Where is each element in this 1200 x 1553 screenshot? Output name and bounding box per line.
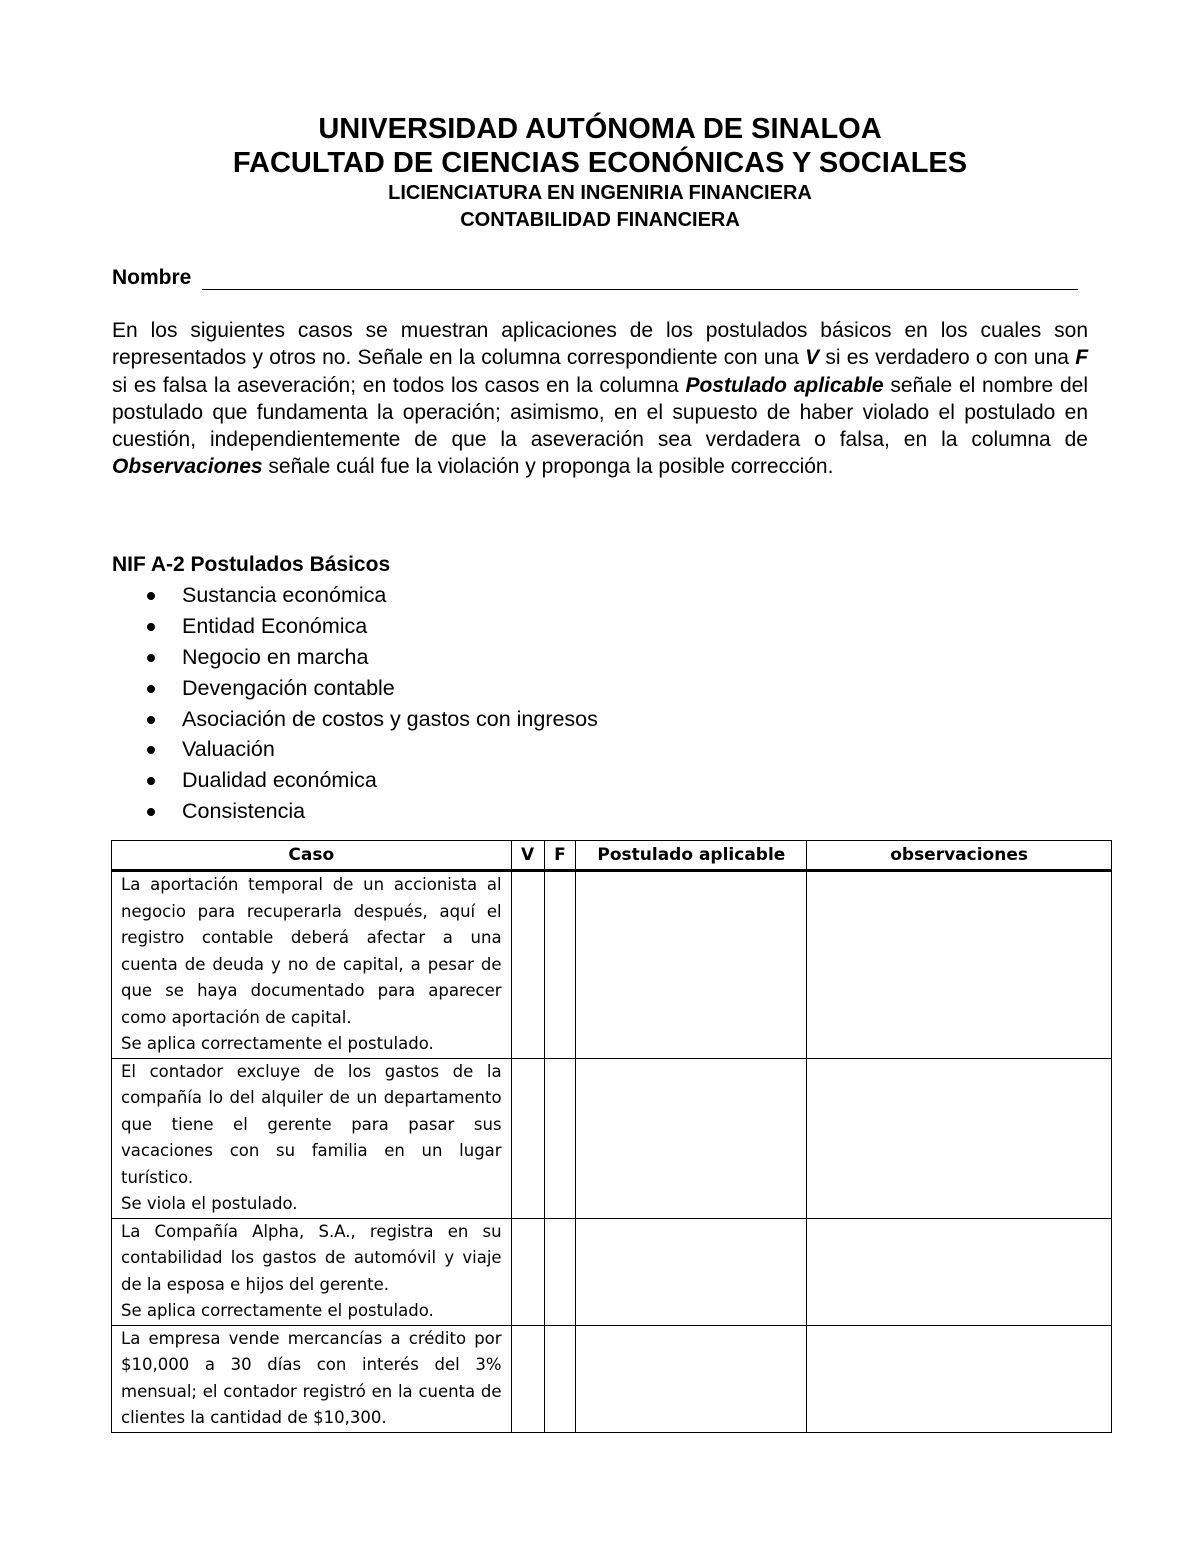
observaciones-cell[interactable] <box>807 1058 1112 1218</box>
list-item-label: Dualidad económica <box>182 768 377 793</box>
list-item-label: Negocio en marcha <box>182 644 369 669</box>
list-item-label: Valuación <box>182 737 275 762</box>
bullet-icon <box>147 623 155 631</box>
header-postulado: Postulado aplicable <box>576 841 807 871</box>
observaciones-cell[interactable] <box>807 1218 1112 1325</box>
cases-table <box>111 840 1112 1433</box>
v-cell[interactable] <box>511 1325 544 1432</box>
nif-section-title: NIF A-2 Postulados Básicos <box>112 553 391 576</box>
case-cell <box>112 1218 512 1325</box>
list-item-label: Consistencia <box>182 799 306 824</box>
case-text: El contador excluye de los gastos de la compañía lo del alquiler de un departamento que tiene el gerente para pasar sus vacaciones con su familia en un lugar turístico. <box>121 1061 502 1187</box>
f-cell[interactable] <box>544 871 576 1059</box>
postulado-cell[interactable] <box>576 1218 807 1325</box>
bullet-icon <box>147 592 155 600</box>
table-row <box>112 1218 1112 1325</box>
name-field[interactable] <box>112 264 1078 294</box>
bullet-icon <box>147 746 155 754</box>
header-f: F <box>544 841 576 871</box>
instructions-postulado: Postulado aplicable <box>685 373 884 397</box>
bullet-icon <box>147 654 155 662</box>
instructions-text-5: señale cuál fue la violación y proponga la posible corrección. <box>262 455 834 479</box>
f-cell[interactable] <box>544 1325 576 1432</box>
instructions-f: F <box>1075 346 1089 370</box>
list-item <box>112 642 598 673</box>
list-item <box>112 765 598 796</box>
case-text: La aportación temporal de un accionista al negocio para recuperarla después, aquí el registro contable deberá afectar a una cuenta de deuda y no de capital, a pesar de que se haya documentado para aparecer como aportación de capital. <box>121 875 502 1027</box>
instructions-text-2: si es verdadero o con una <box>819 346 1076 370</box>
case-text: La Compañía Alpha, S.A., registra en su contabilidad los gastos de automóvil y viaje de la esposa e hijos del gerente. <box>121 1221 502 1294</box>
instructions-observaciones: Observaciones <box>112 455 263 479</box>
table-row <box>112 1325 1112 1432</box>
v-cell[interactable] <box>511 1218 544 1325</box>
observaciones-cell[interactable] <box>807 1325 1112 1432</box>
degree-title: LICIENCIATURA EN INGENIRIA FINANCIERA <box>388 182 812 204</box>
table-header-row <box>112 841 1112 871</box>
postulados-list <box>112 580 598 827</box>
v-cell[interactable] <box>511 871 544 1059</box>
university-title: UNIVERSIDAD AUTÓNOMA DE SINALOA <box>318 113 882 145</box>
header-v: V <box>511 841 544 871</box>
instructions-text-4: señale el nombre del postulado que fundamenta la operación; asimismo, en el supuesto de haber violado el postulado en cuestión, independientemente de que la aseveración sea verdadera o falsa, en la columna de <box>112 373 1088 452</box>
course-title: CONTABILIDAD FINANCIERA <box>460 209 740 231</box>
document-header <box>0 112 1200 234</box>
postulado-cell[interactable] <box>576 871 807 1059</box>
header-caso: Caso <box>112 841 512 871</box>
list-item-label: Entidad Económica <box>182 613 368 638</box>
postulado-cell[interactable] <box>576 1058 807 1218</box>
header-observaciones: observaciones <box>807 841 1112 871</box>
table-row <box>112 1058 1112 1218</box>
bullet-icon <box>147 777 155 785</box>
instructions-text-3: si es falsa la aseveración; en todos los casos en la columna <box>112 373 686 397</box>
table-row <box>112 871 1112 1059</box>
list-item-label: Devengación contable <box>182 675 395 700</box>
name-blank-line[interactable] <box>202 289 1078 290</box>
list-item <box>112 673 598 704</box>
name-label: Nombre <box>112 266 192 289</box>
v-cell[interactable] <box>511 1058 544 1218</box>
observaciones-cell[interactable] <box>807 871 1112 1059</box>
list-item-label: Asociación de costos y gastos con ingresos <box>182 706 598 731</box>
f-cell[interactable] <box>544 1218 576 1325</box>
f-cell[interactable] <box>544 1058 576 1218</box>
bullet-icon <box>147 685 155 693</box>
case-cell <box>112 871 512 1059</box>
list-item <box>112 734 598 765</box>
postulado-cell[interactable] <box>576 1325 807 1432</box>
list-item <box>112 796 598 827</box>
case-verdict: Se aplica correctamente el postulado. <box>121 1301 434 1320</box>
instructions-paragraph <box>112 317 1088 481</box>
case-cell <box>112 1058 512 1218</box>
list-item-label: Sustancia económica <box>182 583 387 607</box>
instructions-text-1: En los siguientes casos se muestran aplicaciones de los postulados básicos en los cuales son representados y otros no. Señale en la columna correspondiente con una <box>112 319 1088 370</box>
list-item <box>112 580 598 611</box>
bullet-icon <box>147 808 155 816</box>
faculty-title: FACULTAD DE CIENCIAS ECONÓNICAS Y SOCIALES <box>232 147 968 179</box>
case-verdict: Se viola el postulado. <box>121 1194 298 1213</box>
case-verdict: Se aplica correctamente el postulado. <box>121 1034 434 1053</box>
case-cell <box>112 1325 512 1432</box>
list-item <box>112 611 598 642</box>
instructions-v: V <box>805 346 820 370</box>
bullet-icon <box>147 716 155 724</box>
case-text: La empresa vende mercancías a crédito por $10,000 a 30 días con interés del 3% mensual; el contador registró en la cuenta de clientes la cantidad de $10,300. <box>121 1328 502 1427</box>
list-item <box>112 704 598 735</box>
